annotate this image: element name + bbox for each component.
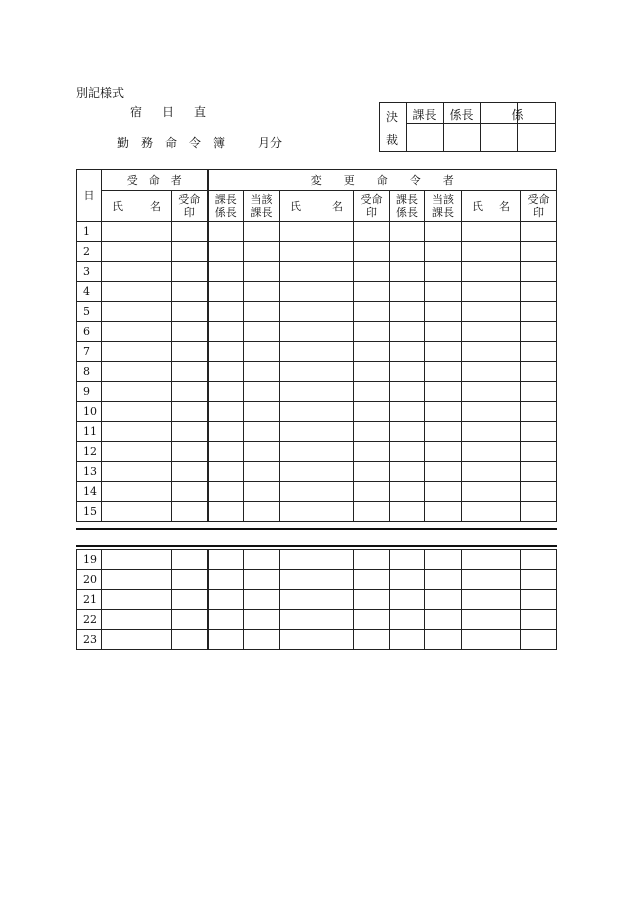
changer-name-1-cell[interactable] [280, 382, 354, 402]
day-number: 3 [77, 262, 102, 282]
chief-stamp-2-cell[interactable] [390, 282, 425, 302]
changer-stamp-1-cell[interactable] [354, 462, 390, 482]
receiver-stamp-cell[interactable] [172, 570, 208, 590]
chief-stamp-cell[interactable] [208, 422, 244, 442]
relevant-chief-stamp-2-cell[interactable] [425, 570, 462, 590]
relevant-chief-stamp-cell[interactable] [244, 302, 280, 322]
changer-stamp-1-cell[interactable] [354, 442, 390, 462]
day-number: 19 [77, 550, 102, 570]
chief-stamp-cell[interactable] [208, 630, 244, 650]
changer-stamp-1-cell[interactable] [354, 630, 390, 650]
receiver-stamp-cell[interactable] [172, 590, 208, 610]
changer-stamp-2-cell[interactable] [521, 402, 557, 422]
form-label: 別記様式 [76, 86, 125, 100]
changer-name-1-cell[interactable] [280, 610, 354, 630]
chief-stamp-2-cell[interactable] [390, 610, 425, 630]
changer-name-1-cell[interactable] [280, 302, 354, 322]
relevant-chief-stamp-cell[interactable] [244, 242, 280, 262]
day-number: 8 [77, 362, 102, 382]
changer-stamp-1-cell[interactable] [354, 610, 390, 630]
day-number: 11 [77, 422, 102, 442]
receiver-name-cell[interactable] [102, 570, 172, 590]
receiver-name-cell[interactable] [102, 502, 172, 522]
relevant-chief-stamp-cell[interactable] [244, 550, 280, 570]
changer-name-2-cell[interactable] [462, 222, 521, 242]
relevant-chief-stamp-cell[interactable] [244, 570, 280, 590]
day-header: 日 [77, 170, 102, 222]
title-shukunichoku: 宿日直 [130, 105, 227, 119]
table-row [77, 262, 557, 282]
receiver-stamp-cell[interactable] [172, 242, 208, 262]
chief-header: 課長 係長 [208, 191, 244, 222]
receiver-name-cell[interactable] [102, 442, 172, 462]
changer-stamp-2-cell[interactable] [521, 222, 557, 242]
relevant-chief-stamp-2-cell[interactable] [425, 242, 462, 262]
relevant-chief-stamp-cell[interactable] [244, 422, 280, 442]
changer-stamp-2-cell[interactable] [521, 462, 557, 482]
chief-stamp-cell[interactable] [208, 462, 244, 482]
chief-stamp-2-cell[interactable] [390, 462, 425, 482]
day-number: 4 [77, 282, 102, 302]
relevant-chief-stamp-cell[interactable] [244, 262, 280, 282]
order-table-bottom [76, 549, 557, 650]
changer-name-2-cell[interactable] [462, 282, 521, 302]
relevant-chief-stamp-2-cell[interactable] [425, 302, 462, 322]
day-number: 12 [77, 442, 102, 462]
changer-name-2-cell[interactable] [462, 590, 521, 610]
order-table-top [76, 169, 557, 522]
changer-name-2-cell[interactable] [462, 442, 521, 462]
table-row [77, 322, 557, 342]
relevant-chief-stamp-2-cell[interactable] [425, 222, 462, 242]
receiver-stamp-cell[interactable] [172, 362, 208, 382]
chief-stamp-2-cell[interactable] [390, 630, 425, 650]
chief-stamp-cell[interactable] [208, 282, 244, 302]
changer-name-1-cell[interactable] [280, 282, 354, 302]
day-number: 5 [77, 302, 102, 322]
day-number: 7 [77, 342, 102, 362]
table-row [77, 590, 557, 610]
receiver-name-cell[interactable] [102, 550, 172, 570]
relevant-chief-stamp-cell[interactable] [244, 630, 280, 650]
receiver-stamp-cell[interactable] [172, 282, 208, 302]
changer-name-2-cell[interactable] [462, 302, 521, 322]
receiver-stamp-cell[interactable] [172, 610, 208, 630]
changer-stamp-1-cell[interactable] [354, 362, 390, 382]
changer-stamp-1-cell[interactable] [354, 342, 390, 362]
day-number: 14 [77, 482, 102, 502]
relevant-chief-stamp-2-cell[interactable] [425, 342, 462, 362]
day-number: 20 [77, 570, 102, 590]
chief-stamp-cell[interactable] [208, 442, 244, 462]
approval-stamp-kakari-2[interactable] [517, 124, 555, 151]
relevant-chief-stamp-2-cell[interactable] [425, 402, 462, 422]
changer-stamp-2-cell[interactable] [521, 570, 557, 590]
table-row [77, 462, 557, 482]
chief-stamp-2-cell[interactable] [390, 382, 425, 402]
receiver-name-cell[interactable] [102, 422, 172, 442]
chief-stamp-2-cell[interactable] [390, 502, 425, 522]
changer-stamp-2-cell[interactable] [521, 302, 557, 322]
changer-stamp-1-cell[interactable] [354, 550, 390, 570]
chief-stamp-cell[interactable] [208, 222, 244, 242]
changer-stamp-1-cell[interactable] [354, 302, 390, 322]
chief-stamp-2-cell[interactable] [390, 550, 425, 570]
table-row [77, 442, 557, 462]
day-number: 10 [77, 402, 102, 422]
changer-stamp-1-cell[interactable] [354, 262, 390, 282]
receiver-name-cell[interactable] [102, 242, 172, 262]
approval-box [379, 102, 556, 152]
receiver-name-cell[interactable] [102, 222, 172, 242]
changer-stamp-2-cell[interactable] [521, 482, 557, 502]
chief-stamp-cell[interactable] [208, 570, 244, 590]
changer-name-1-cell[interactable] [280, 342, 354, 362]
receiver-stamp-cell[interactable] [172, 262, 208, 282]
receiver-stamp-cell[interactable] [172, 630, 208, 650]
kesai-label-cell [380, 103, 407, 151]
title-month: 月分 [258, 136, 283, 150]
table-row [77, 362, 557, 382]
day-number: 23 [77, 630, 102, 650]
relevant-chief-stamp-2-cell[interactable] [425, 422, 462, 442]
changer-stamp-2-cell[interactable] [521, 362, 557, 382]
changer-stamp-1-cell[interactable] [354, 482, 390, 502]
changer-stamp-2-cell[interactable] [521, 242, 557, 262]
changer-name-1-cell[interactable] [280, 482, 354, 502]
relevant-chief-stamp-2-cell[interactable] [425, 462, 462, 482]
chief-stamp-2-cell[interactable] [390, 590, 425, 610]
table-row [77, 342, 557, 362]
changer-name-2-cell[interactable] [462, 382, 521, 402]
chief-stamp-cell[interactable] [208, 590, 244, 610]
relevant-chief-stamp-2-cell[interactable] [425, 502, 462, 522]
receiver-name-cell[interactable] [102, 302, 172, 322]
approval-header-kakari: 係 [511, 108, 524, 122]
changer-name-1-cell[interactable] [280, 570, 354, 590]
table-row [77, 242, 557, 262]
receiver-stamp-cell[interactable] [172, 222, 208, 242]
table-row [77, 402, 557, 422]
receiver-name-cell[interactable] [102, 462, 172, 482]
chief-header-2: 課長 係長 [390, 191, 425, 222]
changer-stamp-2-cell[interactable] [521, 342, 557, 362]
changer-name-2-cell[interactable] [462, 242, 521, 262]
chief-stamp-cell[interactable] [208, 302, 244, 322]
table-row [77, 610, 557, 630]
approval-header-kacho: 課長 [412, 108, 437, 122]
receiver-name-cell[interactable] [102, 482, 172, 502]
changer-stamp-2-cell[interactable] [521, 322, 557, 342]
changer-name-2-cell[interactable] [462, 262, 521, 282]
day-number: 21 [77, 590, 102, 610]
chief-stamp-cell[interactable] [208, 402, 244, 422]
chief-stamp-cell[interactable] [208, 382, 244, 402]
changer-name-2-cell[interactable] [462, 342, 521, 362]
relevant-chief-stamp-cell[interactable] [244, 610, 280, 630]
changer-name-2-cell[interactable] [462, 502, 521, 522]
relevant-chief-stamp-cell[interactable] [244, 402, 280, 422]
omission-rule-top [76, 528, 557, 530]
chief-stamp-cell[interactable] [208, 502, 244, 522]
table-row [77, 570, 557, 590]
changer-name-1-cell[interactable] [280, 462, 354, 482]
changer-stamp-1-cell[interactable] [354, 222, 390, 242]
chief-stamp-2-cell[interactable] [390, 302, 425, 322]
chief-stamp-cell[interactable] [208, 550, 244, 570]
kesai-char-2: 裁 [386, 133, 399, 147]
chief-stamp-cell[interactable] [208, 342, 244, 362]
receiver-stamp-header: 受命 印 [172, 191, 208, 222]
receiver-group-header: 受 命 者 [102, 170, 208, 191]
changer-stamp-header-2: 受命 印 [521, 191, 557, 222]
changer-name-header-2: 氏 名 [462, 191, 521, 222]
chief-stamp-2-cell[interactable] [390, 442, 425, 462]
receiver-name-header: 氏 名 [102, 191, 172, 222]
chief-stamp-2-cell[interactable] [390, 362, 425, 382]
chief-stamp-cell[interactable] [208, 262, 244, 282]
receiver-name-cell[interactable] [102, 382, 172, 402]
table-row [77, 502, 557, 522]
receiver-name-cell[interactable] [102, 590, 172, 610]
day-number: 9 [77, 382, 102, 402]
relevant-chief-header-2: 当該 課長 [425, 191, 462, 222]
relevant-chief-stamp-2-cell[interactable] [425, 630, 462, 650]
relevant-chief-stamp-2-cell[interactable] [425, 282, 462, 302]
receiver-stamp-cell[interactable] [172, 502, 208, 522]
changer-name-header-1: 氏 名 [280, 191, 354, 222]
changer-stamp-1-cell[interactable] [354, 502, 390, 522]
changer-name-1-cell[interactable] [280, 550, 354, 570]
changer-name-1-cell[interactable] [280, 322, 354, 342]
relevant-chief-stamp-cell[interactable] [244, 502, 280, 522]
receiver-stamp-cell[interactable] [172, 442, 208, 462]
changer-stamp-1-cell[interactable] [354, 382, 390, 402]
changer-stamp-2-cell[interactable] [521, 610, 557, 630]
table-row [77, 382, 557, 402]
changer-name-1-cell[interactable] [280, 590, 354, 610]
chief-stamp-2-cell[interactable] [390, 570, 425, 590]
relevant-chief-stamp-2-cell[interactable] [425, 322, 462, 342]
relevant-chief-stamp-2-cell[interactable] [425, 482, 462, 502]
day-number: 1 [77, 222, 102, 242]
chief-stamp-2-cell[interactable] [390, 482, 425, 502]
kesai-char-1: 決 [386, 110, 399, 124]
omission-rule-bottom [76, 545, 557, 547]
changer-stamp-2-cell[interactable] [521, 382, 557, 402]
changer-name-1-cell[interactable] [280, 362, 354, 382]
relevant-chief-header: 当該 課長 [244, 191, 280, 222]
day-number: 13 [77, 462, 102, 482]
changer-name-1-cell[interactable] [280, 502, 354, 522]
changer-stamp-1-cell[interactable] [354, 570, 390, 590]
changer-name-2-cell[interactable] [462, 402, 521, 422]
changer-stamp-1-cell[interactable] [354, 322, 390, 342]
chief-stamp-cell[interactable] [208, 242, 244, 262]
receiver-stamp-cell[interactable] [172, 422, 208, 442]
table-row [77, 422, 557, 442]
changer-name-1-cell[interactable] [280, 422, 354, 442]
title-kinmu-meireibo: 勤務命令簿 [117, 136, 238, 150]
table-row [77, 222, 557, 242]
changer-stamp-header-1: 受命 印 [354, 191, 390, 222]
relevant-chief-stamp-cell[interactable] [244, 282, 280, 302]
receiver-name-cell[interactable] [102, 282, 172, 302]
chief-stamp-cell[interactable] [208, 362, 244, 382]
relevant-chief-stamp-2-cell[interactable] [425, 382, 462, 402]
changer-name-1-cell[interactable] [280, 630, 354, 650]
changer-stamp-2-cell[interactable] [521, 590, 557, 610]
changer-name-2-cell[interactable] [462, 422, 521, 442]
changer-stamp-1-cell[interactable] [354, 242, 390, 262]
changer-name-2-cell[interactable] [462, 482, 521, 502]
changer-name-1-cell[interactable] [280, 402, 354, 422]
day-number: 22 [77, 610, 102, 630]
changer-name-2-cell[interactable] [462, 322, 521, 342]
chief-stamp-2-cell[interactable] [390, 422, 425, 442]
relevant-chief-stamp-cell[interactable] [244, 442, 280, 462]
table-row [77, 482, 557, 502]
relevant-chief-stamp-cell[interactable] [244, 590, 280, 610]
chief-stamp-2-cell[interactable] [390, 402, 425, 422]
receiver-stamp-cell[interactable] [172, 342, 208, 362]
chief-stamp-2-cell[interactable] [390, 222, 425, 242]
relevant-chief-stamp-cell[interactable] [244, 322, 280, 342]
changer-name-2-cell[interactable] [462, 630, 521, 650]
changer-stamp-1-cell[interactable] [354, 422, 390, 442]
receiver-name-cell[interactable] [102, 630, 172, 650]
relevant-chief-stamp-cell[interactable] [244, 482, 280, 502]
day-number: 6 [77, 322, 102, 342]
relevant-chief-stamp-2-cell[interactable] [425, 550, 462, 570]
changer-stamp-2-cell[interactable] [521, 442, 557, 462]
changer-group-header: 変 更 命 令 者 [208, 170, 557, 191]
receiver-name-cell[interactable] [102, 610, 172, 630]
chief-stamp-2-cell[interactable] [390, 342, 425, 362]
changer-stamp-1-cell[interactable] [354, 282, 390, 302]
changer-name-2-cell[interactable] [462, 550, 521, 570]
changer-stamp-2-cell[interactable] [521, 502, 557, 522]
approval-stamp-kacho[interactable] [406, 124, 443, 151]
relevant-chief-stamp-2-cell[interactable] [425, 442, 462, 462]
day-number: 15 [77, 502, 102, 522]
changer-stamp-2-cell[interactable] [521, 422, 557, 442]
approval-stamp-kakari-1[interactable] [480, 124, 517, 151]
changer-name-2-cell[interactable] [462, 462, 521, 482]
receiver-stamp-cell[interactable] [172, 550, 208, 570]
changer-name-1-cell[interactable] [280, 242, 354, 262]
relevant-chief-stamp-2-cell[interactable] [425, 262, 462, 282]
changer-name-1-cell[interactable] [280, 222, 354, 242]
relevant-chief-stamp-2-cell[interactable] [425, 362, 462, 382]
relevant-chief-stamp-cell[interactable] [244, 362, 280, 382]
changer-stamp-2-cell[interactable] [521, 550, 557, 570]
receiver-name-cell[interactable] [102, 342, 172, 362]
relevant-chief-stamp-2-cell[interactable] [425, 610, 462, 630]
relevant-chief-stamp-cell[interactable] [244, 342, 280, 362]
changer-name-2-cell[interactable] [462, 610, 521, 630]
receiver-stamp-cell[interactable] [172, 462, 208, 482]
relevant-chief-stamp-cell[interactable] [244, 222, 280, 242]
chief-stamp-cell[interactable] [208, 482, 244, 502]
relevant-chief-stamp-2-cell[interactable] [425, 590, 462, 610]
changer-stamp-2-cell[interactable] [521, 630, 557, 650]
chief-stamp-2-cell[interactable] [390, 242, 425, 262]
receiver-name-cell[interactable] [102, 402, 172, 422]
receiver-stamp-cell[interactable] [172, 302, 208, 322]
relevant-chief-stamp-cell[interactable] [244, 462, 280, 482]
chief-stamp-2-cell[interactable] [390, 322, 425, 342]
changer-stamp-1-cell[interactable] [354, 402, 390, 422]
changer-name-1-cell[interactable] [280, 262, 354, 282]
receiver-stamp-cell[interactable] [172, 402, 208, 422]
changer-name-2-cell[interactable] [462, 570, 521, 590]
day-number: 2 [77, 242, 102, 262]
table-row [77, 550, 557, 570]
table-row [77, 302, 557, 322]
chief-stamp-cell[interactable] [208, 322, 244, 342]
receiver-name-cell[interactable] [102, 362, 172, 382]
approval-stamp-kakaricho[interactable] [443, 124, 480, 151]
changer-stamp-2-cell[interactable] [521, 282, 557, 302]
changer-name-1-cell[interactable] [280, 442, 354, 462]
changer-stamp-2-cell[interactable] [521, 262, 557, 282]
receiver-stamp-cell[interactable] [172, 482, 208, 502]
chief-stamp-2-cell[interactable] [390, 262, 425, 282]
table-row [77, 630, 557, 650]
receiver-stamp-cell[interactable] [172, 382, 208, 402]
changer-stamp-1-cell[interactable] [354, 590, 390, 610]
changer-name-2-cell[interactable] [462, 362, 521, 382]
relevant-chief-stamp-cell[interactable] [244, 382, 280, 402]
chief-stamp-cell[interactable] [208, 610, 244, 630]
receiver-name-cell[interactable] [102, 322, 172, 342]
receiver-stamp-cell[interactable] [172, 322, 208, 342]
table-row [77, 282, 557, 302]
receiver-name-cell[interactable] [102, 262, 172, 282]
approval-header-kakaricho: 係長 [449, 108, 474, 122]
